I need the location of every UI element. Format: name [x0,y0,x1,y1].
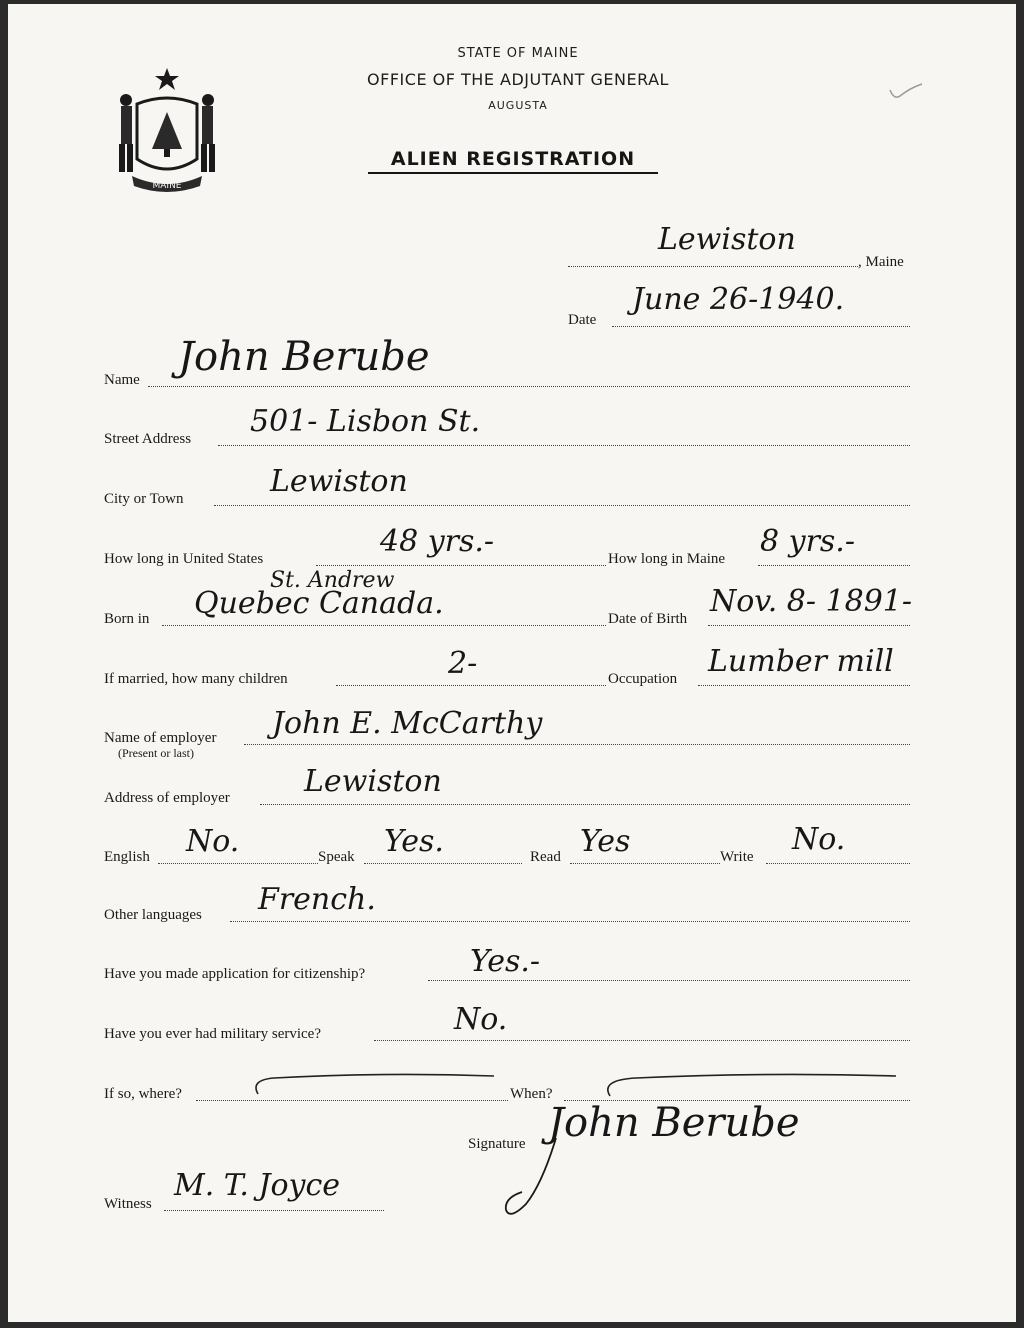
how-long-maine-value: 8 yrs.- [760,524,855,559]
speak-label: Speak [318,849,355,865]
name-label: Name [104,372,140,388]
employer-value: John E. McCarthy [272,706,543,741]
state-heading: STATE OF MAINE [457,46,579,61]
children-value: 2- [448,646,478,681]
office-heading: OFFICE OF THE ADJUTANT GENERAL [367,70,669,89]
town-value: Lewiston [658,222,796,257]
witness-label: Witness [104,1196,152,1212]
occupation-value: Lumber mill [708,644,894,679]
read-label: Read [530,849,561,865]
occupation-label: Occupation [608,671,678,687]
when-label: When? [510,1086,553,1102]
dob-value: Nov. 8- 1891- [710,584,913,619]
registration-form [8,4,1016,1322]
date-value: June 26-1940. [632,282,845,317]
children-label: If married, how many children [104,671,288,687]
street-value: 501- Lisbon St. [250,404,481,439]
where-label: If so, where? [104,1086,182,1102]
city-label: City or Town [104,491,184,507]
other-languages-label: Other languages [104,907,202,923]
english-value: No. [186,824,240,859]
how-long-us-value: 48 yrs.- [380,524,495,559]
signature-flourish [496,1134,566,1224]
english-label: English [104,849,150,865]
military-label: Have you ever had military service? [104,1026,321,1042]
form-title: ALIEN REGISTRATION [368,148,658,174]
seal-text: MAINE [152,181,182,191]
date-label: Date [568,312,597,328]
check-mark-icon [888,82,924,102]
born-in-label: Born in [104,611,150,627]
city-value: Lewiston [270,464,408,499]
citizenship-value: Yes.- [470,944,541,979]
employer-note: (Present or last) [118,746,194,760]
dob-label: Date of Birth [608,611,688,627]
state-seal-icon [112,64,222,194]
when-dash-mark [596,1070,906,1100]
signature-value: John Berube [548,1100,800,1146]
speak-value: Yes. [384,824,444,859]
read-value: Yes [580,824,631,859]
street-label: Street Address [104,431,192,447]
employer-address-label: Address of employer [104,790,230,806]
born-in-value: Quebec Canada. [194,586,444,621]
born-in-place-value: St. Andrew [270,568,395,593]
military-value: No. [454,1002,508,1037]
city-heading: AUGUSTA [488,99,548,112]
where-dash-mark [244,1070,504,1100]
employer-label: Name of employer [104,730,217,746]
write-value: No. [792,822,846,857]
employer-address-value: Lewiston [304,764,442,799]
witness-value: M. T. Joyce [174,1168,341,1203]
write-label: Write [720,849,754,865]
how-long-us-label: How long in United States [104,551,264,567]
signature-label: Signature [468,1136,526,1152]
maine-label: , Maine [858,254,904,270]
other-languages-value: French. [258,882,376,917]
how-long-maine-label: How long in Maine [608,551,726,567]
name-value: John Berube [178,334,430,380]
citizenship-label: Have you made application for citizenship? [104,966,366,982]
